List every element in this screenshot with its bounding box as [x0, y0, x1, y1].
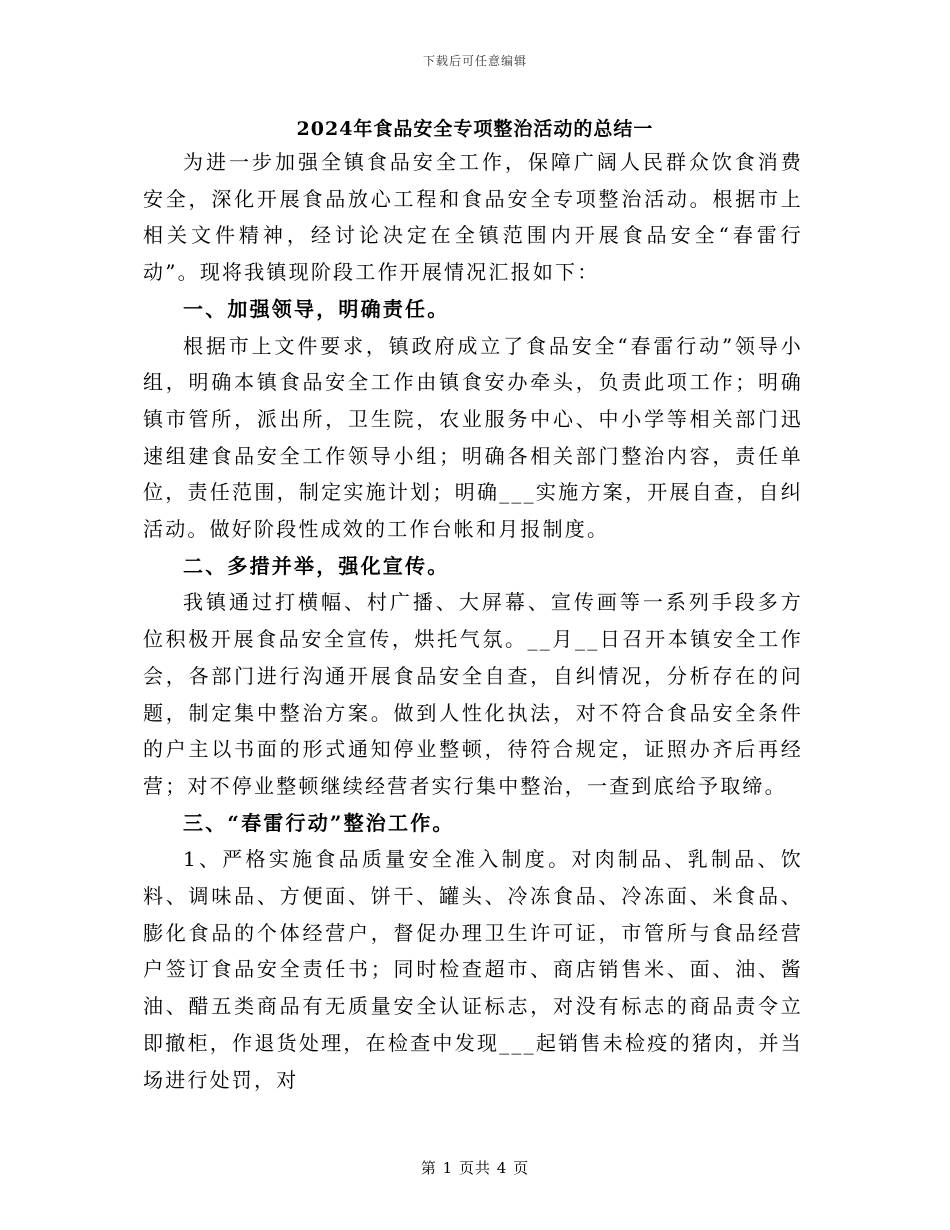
document-title: 2024年食品安全专项整治活动的总结一 — [296, 118, 654, 140]
section-3-paragraph: 1、严格实施食品质量安全准入制度。对肉制品、乳制品、饮料、调味品、方便面、饼干、罐头、冷冻食品、冷冻面、米食品、膨化食品的个体经营户，督促办理卫生许可证，市管所与食品经营户签订食品安全责任书；同时检查超市、商店销售米、面、油、酱油、醋五类商品有无质量安全认证标志，对没有标志的商品责令立即撤柜，作退货处理，在检查中发现___起销售未检疫的猪肉，并当场进行处罚，对 — [143, 847, 803, 1092]
section-heading-2: 二、多措并举，强化宣传。 — [183, 553, 450, 578]
document-body — [143, 144, 803, 1098]
section-heading-3: 三、“春雷行动”整治工作。 — [183, 810, 455, 835]
section-heading-1: 一、加强领导，明确责任。 — [183, 296, 450, 321]
intro-paragraph: 为进一步加强全镇食品安全工作，保障广阔人民群众饮食消费安全，深化开展食品放心工程和食品安全专项整治活动。根据市上相关文件精神，经讨论决定在全镇范围内开展食品安全“春雷行动”。现将我镇现阶段工作开展情况汇报如下： — [143, 150, 803, 285]
section-2-paragraph: 我镇通过打横幅、村广播、大屏幕、宣传画等一系列手段多方位积极开展食品安全宣传，烘托气氛。__月__日召开本镇安全工作会，各部门进行沟通开展食品安全自查，自纠情况，分析存在的问题，制定集中整治方案。做到人性化执法，对不符合食品安全条件的户主以书面的形式通知停业整顿，待符合规定，证照办齐后再经营；对不停业整顿继续经营者实行集中整治，一查到底给予取缔。 — [143, 590, 803, 798]
section-1-paragraph: 根据市上文件要求，镇政府成立了食品安全“春雷行动”领导小组，明确本镇食品安全工作由镇食安办牵头，负责此项工作；明确镇市管所，派出所，卫生院，农业服务中心、中小学等相关部门迅速组建食品安全工作领导小组；明确各相关部门整治内容，责任单位，责任范围，制定实施计划；明确___实施方案，开展自查，自纠活动。做好阶段性成效的工作台帐和月报制度。 — [143, 333, 803, 542]
page-number-footer: 第 1 页共 4 页 — [420, 1159, 530, 1177]
header-note: 下载后可任意编辑 — [422, 54, 527, 68]
